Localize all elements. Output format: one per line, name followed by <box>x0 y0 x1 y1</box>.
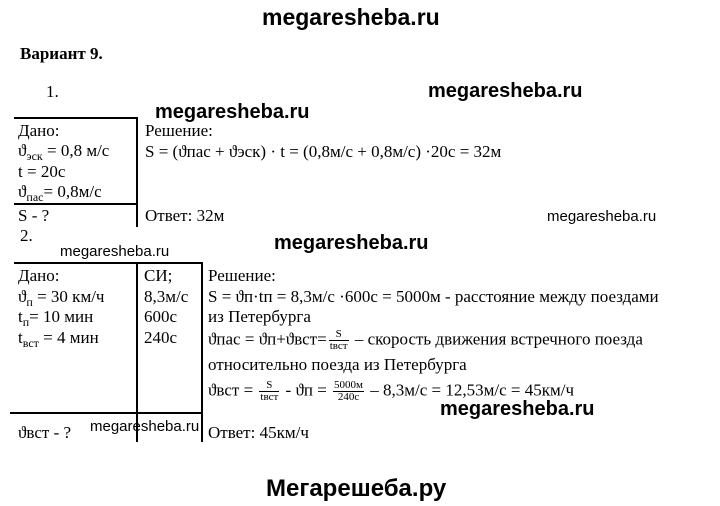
task2-si-label: СИ; <box>144 266 173 285</box>
task1-given-0: $ϑ_{эск} = 0,8$ м/с <box>18 141 110 163</box>
watermark-4: megaresheba.ru <box>60 243 170 260</box>
task1-answer: Ответ: 32м <box>145 206 225 225</box>
task2-line4: относительно поезда из Петербурга <box>208 355 467 374</box>
task1-find: S - ? <box>18 206 50 225</box>
task1-formula: S = (ϑпас + ϑэск) · t = (0,8м/с + 0,8м/с) ·20с = 32м <box>145 142 502 161</box>
task1-top-rule <box>14 117 137 119</box>
watermark-6: megaresheba.ru <box>90 418 200 435</box>
task1-vertical-rule <box>136 117 138 227</box>
task2-vertical-rule-2 <box>201 262 203 442</box>
task1-given-1: t = 20с <box>18 162 66 181</box>
task2-si-2: 240с <box>144 328 178 347</box>
watermark-7: megaresheba.ru <box>440 398 595 420</box>
task2-find: ϑвст - ? <box>18 423 72 442</box>
task2-given-1: $t_п= 10$ мин <box>18 307 94 329</box>
watermark-5: megaresheba.ru <box>274 232 429 254</box>
watermark-3: megaresheba.ru <box>547 208 657 225</box>
task1-number: 1. <box>46 82 59 101</box>
watermark-2: megaresheba.ru <box>428 80 583 102</box>
task2-answer: Ответ: 45км/ч <box>208 423 309 442</box>
footer-watermark: Мегарешеба.ру <box>266 475 447 502</box>
watermark-1: megaresheba.ru <box>155 101 310 123</box>
task1-given-2: $ϑ_{пас}= 0,8м/с$ <box>18 182 102 204</box>
task2-top-rule <box>14 262 202 264</box>
task2-si-1: 600с <box>144 307 178 326</box>
task2-given-label: Дано: <box>18 266 60 285</box>
top-watermark: megaresheba.ru <box>262 4 440 30</box>
task1-solution-label: Решение: <box>145 121 213 140</box>
task2-number: 2. <box>20 226 33 245</box>
task2-solution-label: Решение: <box>208 266 276 285</box>
task2-line2: из Петербурга <box>208 307 311 326</box>
task2-line1: S = ϑп·tп = 8,3м/с ·600с = 5000м - расстояние между поездами <box>208 287 659 306</box>
task2-vertical-rule-1 <box>136 262 138 442</box>
task2-given-2: $t_{вст} = 4$ мин <box>18 328 99 350</box>
task2-si-0: 8,3м/с <box>144 287 189 306</box>
task2-given-rule <box>10 412 202 414</box>
task2-line5: ϑвст = $\frac{S}{\text{tвст}}$ - ϑп = $\frac{5000м}{240с}$ – 8,3м/с = 12,53м/с = 45км/ч <box>208 379 575 403</box>
task2-given-0: $ϑ_п = 30$ км/ч <box>18 287 105 309</box>
variant-title: Вариант 9. <box>20 44 103 63</box>
task2-line3: ϑпас = ϑп+ϑвст= $\frac{S}{\text{tвст}}$ – скорость движения встречного поезда <box>208 328 643 352</box>
task1-given-label: Дано: <box>18 121 60 140</box>
